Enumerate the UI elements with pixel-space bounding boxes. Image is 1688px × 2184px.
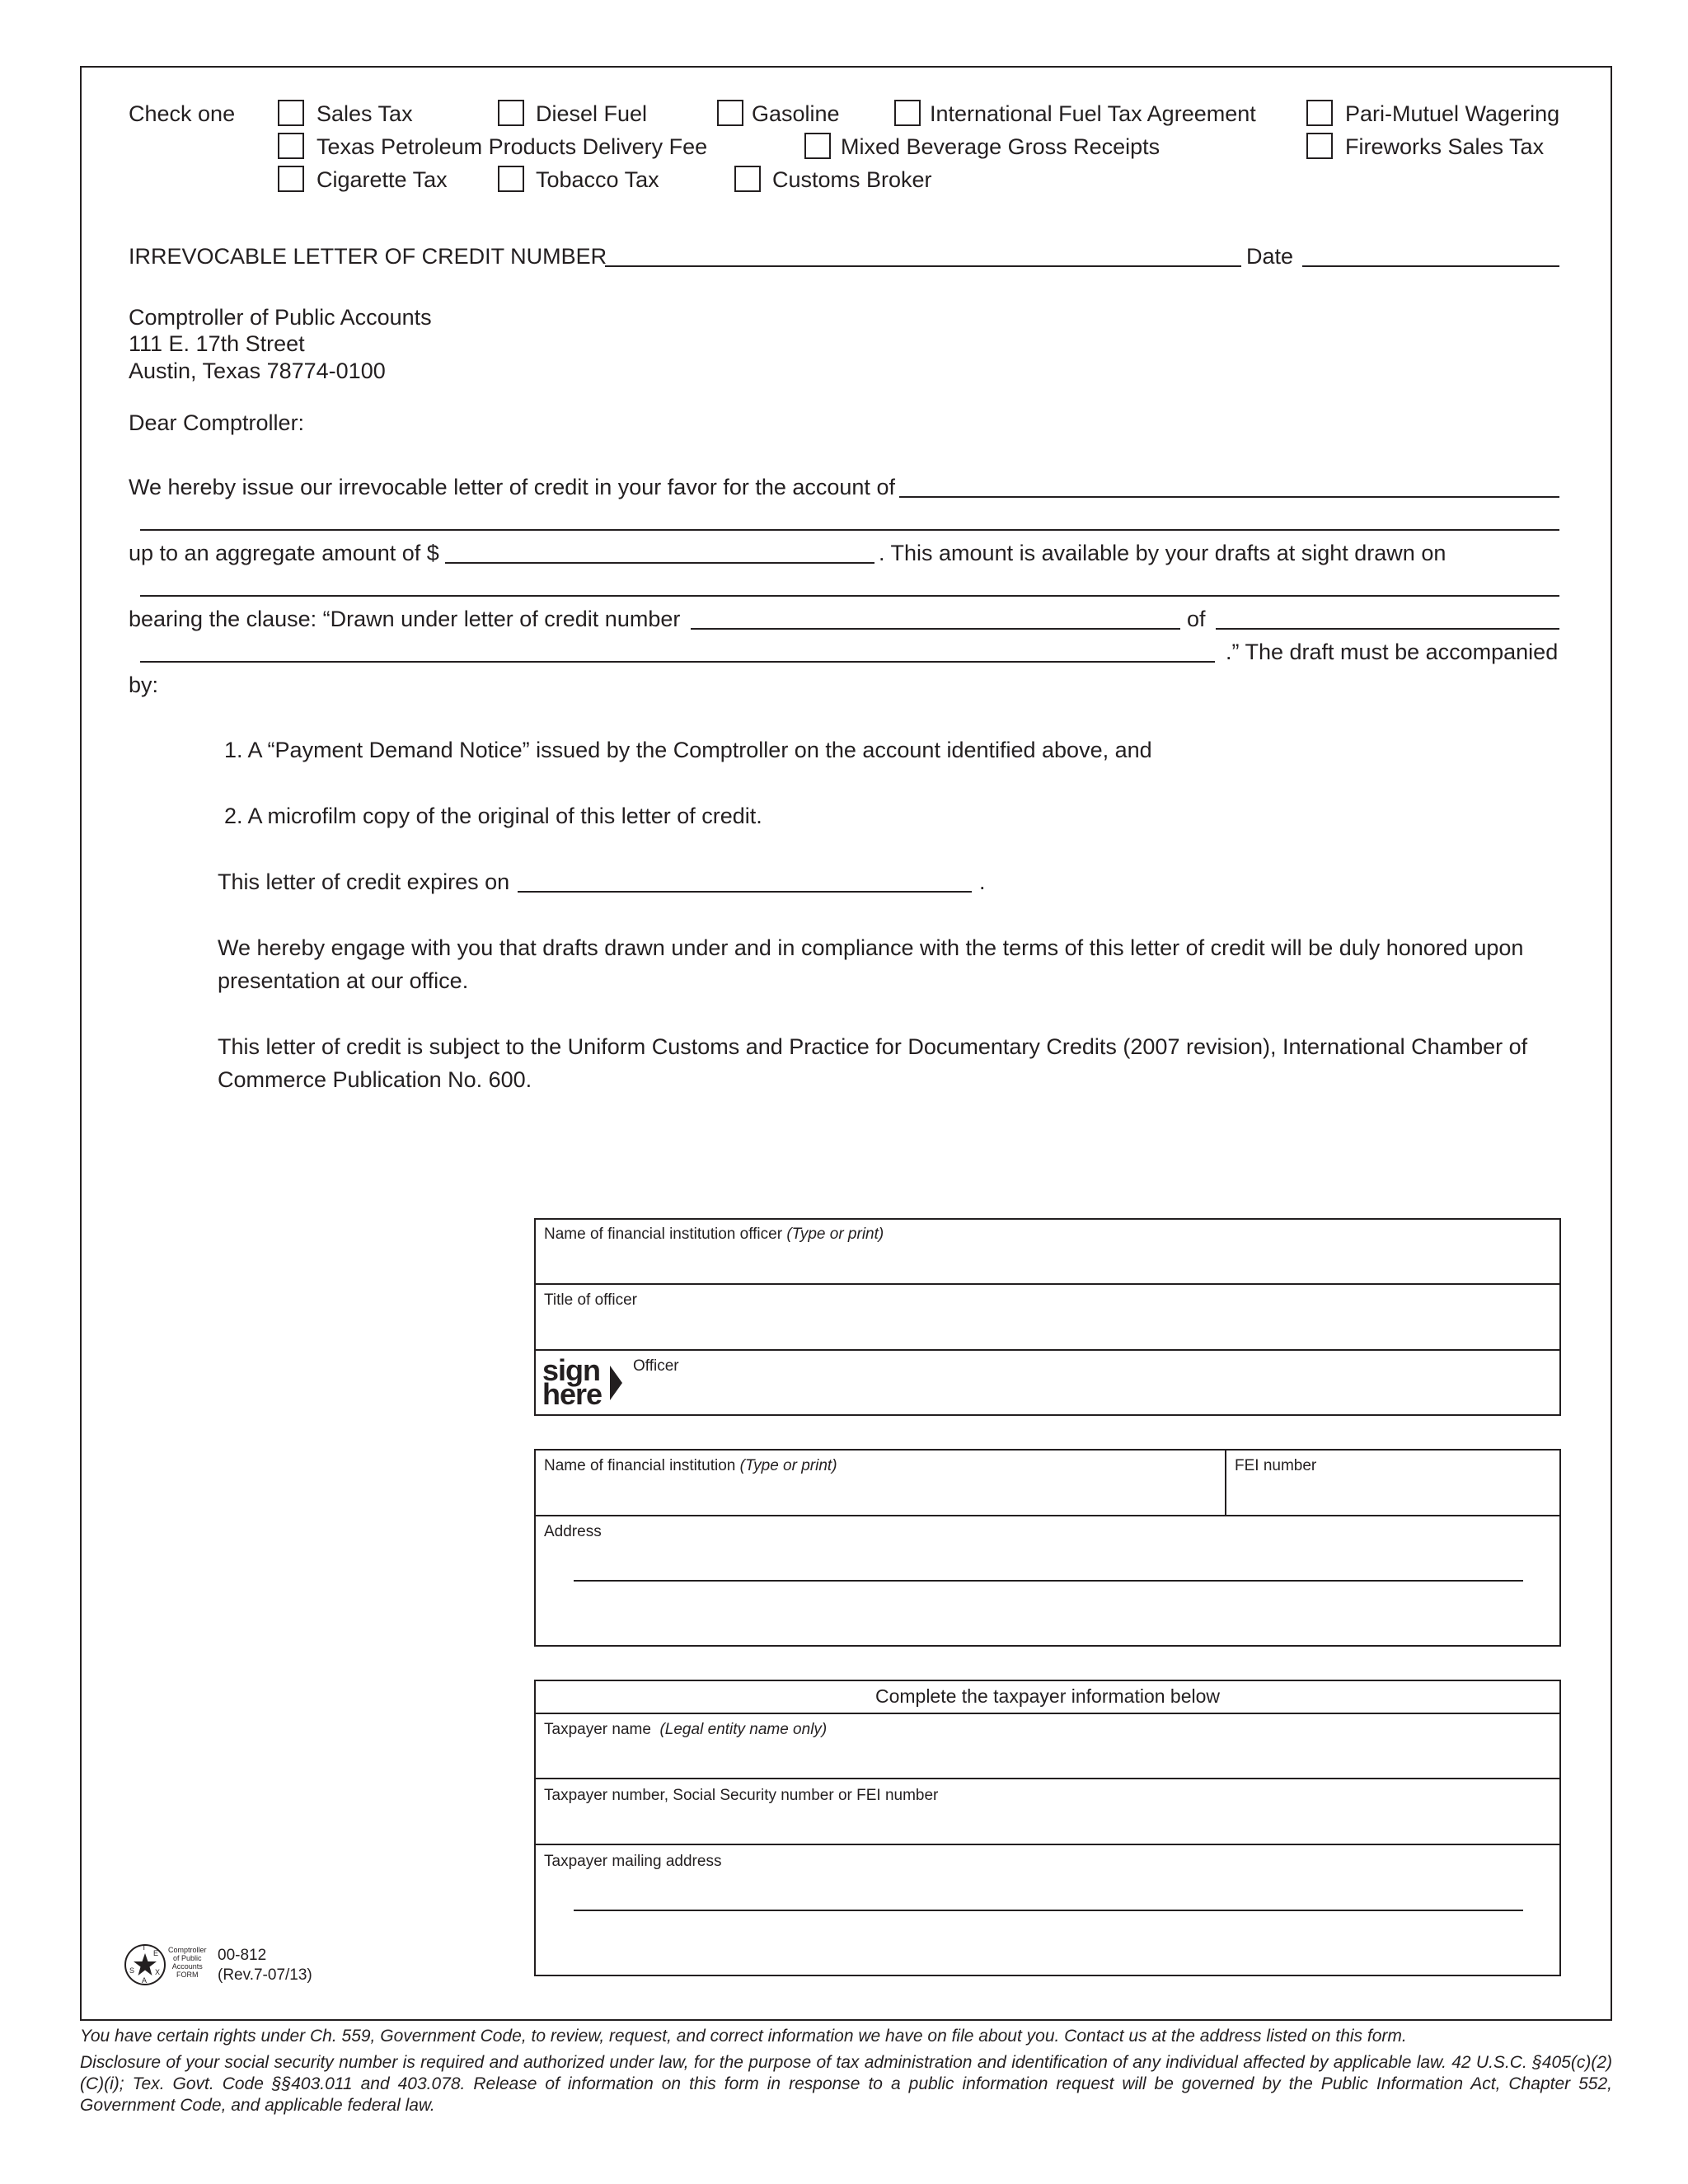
checkbox-diesel-fuel[interactable] — [498, 100, 524, 126]
officer-signature-field[interactable] — [626, 1378, 1559, 1414]
option-tobacco-tax-label: Tobacco Tax — [536, 167, 659, 192]
salutation: Dear Comptroller: — [129, 410, 305, 435]
date-label: Date — [1246, 244, 1294, 269]
by-label: by: — [129, 673, 159, 697]
option-pari-mutuel-label: Pari-Mutuel Wagering — [1345, 101, 1560, 126]
taxpayer-name-field[interactable] — [536, 1741, 1559, 1777]
expiration-date-field[interactable] — [518, 891, 972, 893]
taxpayer-number-field[interactable] — [536, 1807, 1559, 1843]
taxpayer-box-divider-1 — [534, 1713, 1561, 1714]
issue-text: We hereby issue our irrevocable letter of credit in your favor for the account of — [129, 475, 895, 499]
checkbox-texas-petroleum-products-delivery-fee[interactable] — [278, 133, 304, 159]
institution-name-field[interactable] — [536, 1478, 1223, 1514]
option-customs-broker-label: Customs Broker — [772, 167, 932, 192]
form-number: 00-812 — [218, 1947, 267, 1964]
engage-text-line-2: presentation at our office. — [218, 968, 469, 993]
fei-number-field[interactable] — [1228, 1478, 1559, 1514]
comptroller-logo-text: Comptroller of Public Accounts FORM — [168, 1946, 207, 1979]
option-gasoline-label: Gasoline — [752, 101, 840, 126]
institution-name-label: Name of financial institution (Type or print) — [544, 1457, 837, 1474]
comptroller-seal-icon: T E X A S — [124, 1943, 166, 1986]
subject-text-line-1: This letter of credit is subject to the Uniform Customs and Practice for Documentary Credits (2007 revision), International Chamber of — [218, 1034, 1528, 1059]
checkbox-gasoline[interactable] — [717, 100, 743, 126]
option-fireworks-label: Fireworks Sales Tax — [1345, 134, 1545, 159]
officer-name-field[interactable] — [536, 1246, 1559, 1282]
checkbox-cigarette-tax[interactable] — [278, 166, 304, 192]
option-petroleum-fee-label: Texas Petroleum Products Delivery Fee — [316, 134, 708, 159]
checkbox-mixed-beverage-gross-receipts[interactable] — [804, 133, 831, 159]
taxpayer-address-label: Taxpayer mailing address — [544, 1853, 722, 1870]
requirement-item-1: 1. A “Payment Demand Notice” issued by the Comptroller on the account identified above, and — [224, 738, 1152, 762]
account-name-field-2[interactable] — [140, 529, 1559, 531]
institution-box-vdivider — [1225, 1449, 1226, 1516]
option-cigarette-tax-label: Cigarette Tax — [316, 167, 448, 192]
checkbox-international-fuel-tax-agreement[interactable] — [894, 100, 921, 126]
taxpayer-name-label: Taxpayer name (Legal entity name only) — [544, 1721, 828, 1738]
officer-title-field[interactable] — [536, 1312, 1559, 1348]
addressee-name: Comptroller of Public Accounts — [129, 305, 432, 330]
taxpayer-number-label: Taxpayer number, Social Security number or FEI number — [544, 1787, 939, 1804]
clause-letter-number-field[interactable] — [691, 628, 1180, 630]
subject-text-line-2: Commerce Publication No. 600. — [218, 1067, 532, 1092]
checkbox-tobacco-tax[interactable] — [498, 166, 524, 192]
drawn-on-field[interactable] — [140, 595, 1559, 597]
clause-continuation-field[interactable] — [140, 661, 1215, 663]
taxpayer-box-divider-3 — [534, 1844, 1561, 1845]
checkbox-fireworks-sales-tax[interactable] — [1306, 133, 1333, 159]
officer-signature-label: Officer — [633, 1357, 679, 1375]
option-ifta-label: International Fuel Tax Agreement — [930, 101, 1256, 126]
account-name-field[interactable] — [899, 496, 1559, 498]
amount-prefix: up to an aggregate amount of $ — [129, 541, 439, 565]
aggregate-amount-field[interactable] — [445, 562, 874, 564]
clause-prefix: bearing the clause: “Drawn under letter of credit number — [129, 607, 681, 631]
letter-number-label: IRREVOCABLE LETTER OF CREDIT NUMBER — [129, 244, 607, 269]
checkbox-sales-tax[interactable] — [278, 100, 304, 126]
officer-name-label: Name of financial institution officer (Type or print) — [544, 1226, 884, 1243]
taxpayer-box-header: Complete the taxpayer information below — [874, 1685, 1221, 1707]
letter-number-field[interactable] — [605, 265, 1241, 267]
option-mixed-beverage-label: Mixed Beverage Gross Receipts — [841, 134, 1160, 159]
engage-text-line-1: We hereby engage with you that drafts drawn under and in compliance with the terms of this letter of credit will be duly honored upon — [218, 935, 1524, 960]
checkbox-pari-mutuel-wagering[interactable] — [1306, 100, 1333, 126]
expires-prefix: This letter of credit expires on — [218, 869, 510, 894]
requirement-item-2: 2. A microfilm copy of the original of this letter of credit. — [224, 804, 762, 828]
officer-box-divider-1 — [534, 1283, 1561, 1285]
clause-of-field[interactable] — [1216, 628, 1559, 630]
officer-title-label: Title of officer — [544, 1291, 637, 1309]
checkbox-customs-broker[interactable] — [734, 166, 761, 192]
institution-address-label: Address — [544, 1523, 602, 1540]
institution-address-field[interactable] — [574, 1580, 1523, 1582]
expires-suffix: . — [979, 869, 986, 894]
amount-suffix: . This amount is available by your drafts at sight drawn on — [879, 541, 1447, 565]
addressee-street: 111 E. 17th Street — [129, 331, 305, 356]
officer-box-divider-2 — [534, 1349, 1561, 1351]
date-field[interactable] — [1302, 265, 1559, 267]
option-diesel-fuel-label: Diesel Fuel — [536, 101, 648, 126]
addressee-city: Austin, Texas 78774-0100 — [129, 359, 386, 383]
fei-number-label: FEI number — [1235, 1457, 1317, 1474]
check-one-label: Check one — [129, 101, 236, 126]
clause-of: of — [1187, 607, 1206, 631]
disclosure-notice: Disclosure of your social security number is required and authorized under law, for the purpose of tax administration and identification of any individual affected by applicable law. 42 U.S.C. §405(c)(2)(C)(i); Tex. Govt. Code §§403.011 and 403.078. Release of information on this form in response to a public information request will be governed by the Public Information Act, Chapter 552, Government Code, and applicable federal law. — [80, 2053, 1612, 2115]
rights-notice: You have certain rights under Ch. 559, Government Code, to review, request, and correct information we have on file about you. Contact us at the address listed on this form. — [80, 2027, 1407, 2046]
sign-here-icon: sign here — [542, 1358, 602, 1406]
institution-box-divider — [534, 1515, 1561, 1516]
form-revision: (Rev.7-07/13) — [218, 1966, 312, 1984]
clause-end: .” The draft must be accompanied — [1226, 640, 1559, 664]
option-sales-tax-label: Sales Tax — [316, 101, 413, 126]
taxpayer-box-divider-2 — [534, 1778, 1561, 1779]
taxpayer-address-field[interactable] — [574, 1910, 1523, 1911]
